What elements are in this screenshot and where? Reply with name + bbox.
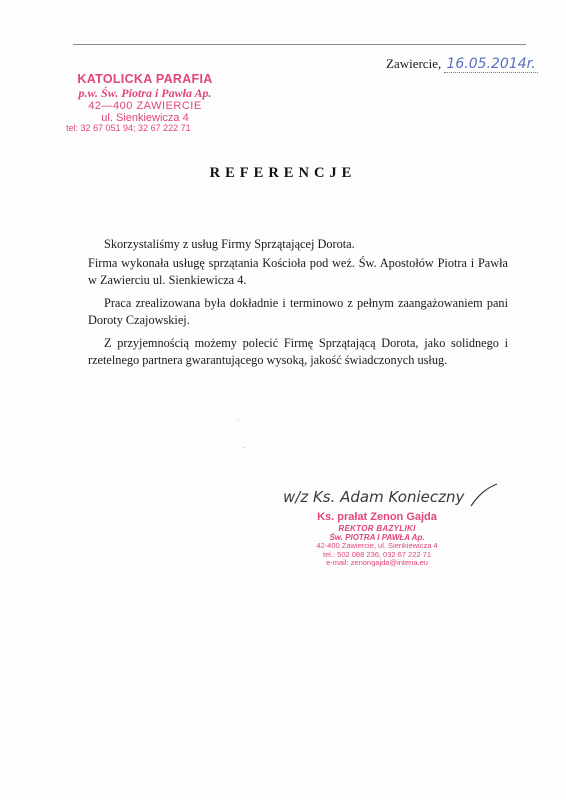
letter-body [88,236,508,375]
stamp-line-3: 42—400 ZAWIERCIE [88,99,202,112]
top-rule [73,44,526,45]
paragraph-2: Firma wykonała usługę sprzątania Kościoła pod weż. Św. Apostołów Piotra i Pawła w Zawierciu ul. Sienkiewicza 4. [88,256,508,287]
signature-flourish [471,484,497,506]
parish-stamp [60,73,230,134]
date: 16.05.2014r. [446,56,536,72]
stamp-line-4: ul. Sienkiewicza 4 [101,112,189,125]
paragraph-3: Praca zrealizowana była dokładnie i terminowo z pełnym zaangażowaniem pani Doroty Czajowskiej. [88,296,508,327]
place-date [386,56,538,72]
signatory-parish: Św. PIOTRA I PAWŁA Ap. [329,532,425,542]
place: Zawiercie, [386,56,442,71]
signatory-role: REKTOR BAZYLIKI [338,523,416,533]
signature-text: w/z Ks. Adam Konieczny [283,488,465,506]
signatory-email: e-mail: zenongajda@interia.eu [326,558,428,568]
scan-speck [238,420,239,421]
paragraph-4: Z przyjemnością możemy polecić Firmę Sprzątającą Dorota, jako solidnego i rzetelnego partnera gwarantującego wysoką, jakość świadczonych usług. [88,336,508,367]
document-title: REFERENCJE [209,165,357,181]
signatory-stamp [297,511,457,568]
signatory-address: 42-400 Zawiercie, ul. Sienkiewicza 4 [316,541,438,551]
signatory-phones: tel.: 502 088 236; 032 67 222 71 [322,549,431,559]
stamp-line-2: p.w. Św. Piotra i Pawła Ap. [78,85,212,100]
signatory-name: Ks. prałat Zenon Gajda [317,511,437,523]
paragraph-1: Skorzystaliśmy z usług Firmy Sprzątającej Dorota. [104,237,355,251]
scan-speck [243,447,244,448]
stamp-line-5: tel: 32 67 051 94; 32 67 222 71 [66,123,191,134]
stamp-line-1: KATOLICKA PARAFIA [77,72,213,86]
